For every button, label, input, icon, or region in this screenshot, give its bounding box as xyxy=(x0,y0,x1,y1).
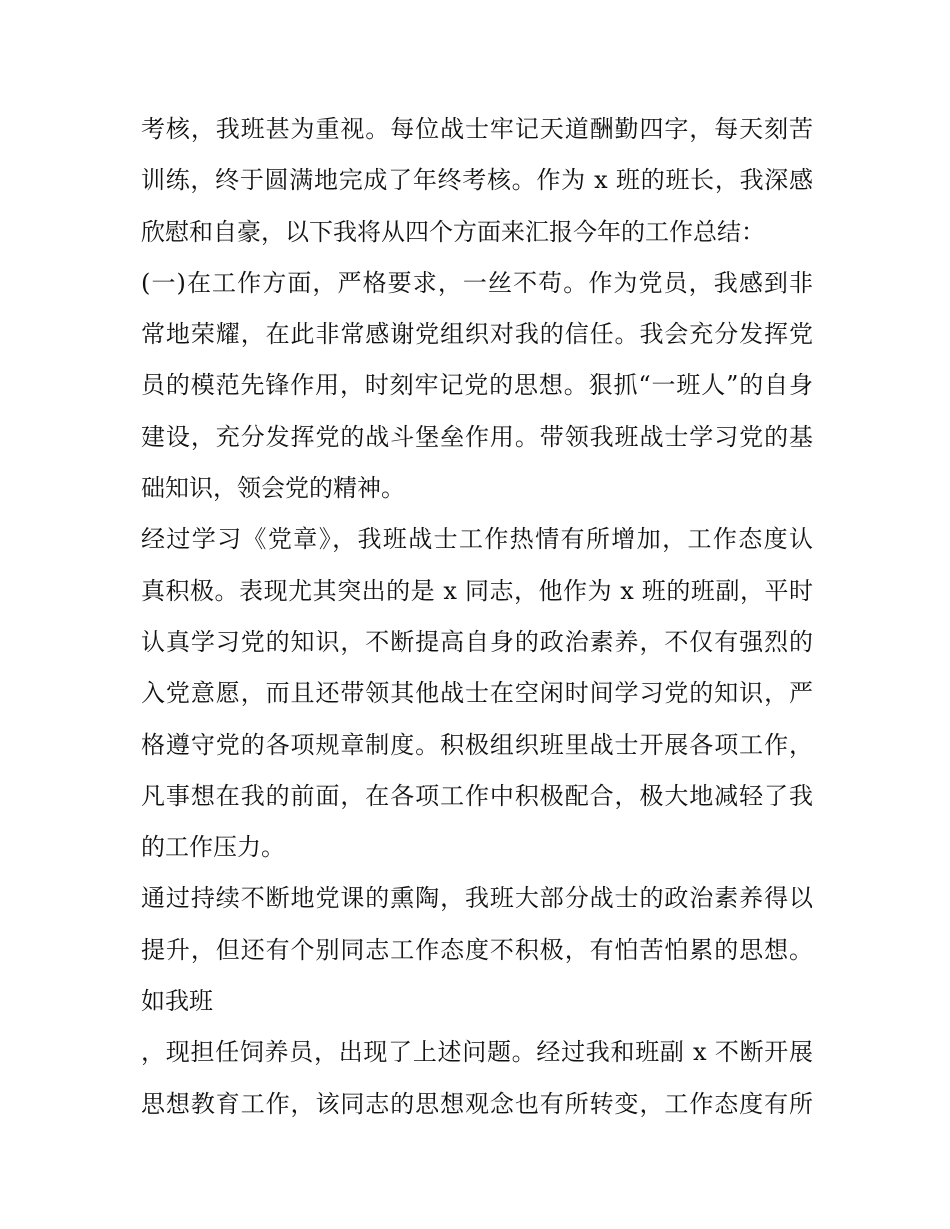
text-line: 础知识，领会党的精神。 xyxy=(141,474,405,503)
text-line: 真积极。表现尤其突出的是 x 同志，他作为 x 班的班副，平时 xyxy=(141,576,813,605)
text-line: 认真学习党的知识，不断提高自身的政治素养，不仅有强烈的 xyxy=(141,627,813,656)
text-line: 格遵守党的各项规章制度。积极组织班里战士开展各项工作， xyxy=(141,730,813,759)
text-line: 凡事想在我的前面，在各项工作中积极配合，极大地减轻了我 xyxy=(141,781,813,810)
text-line: 常地荣耀，在此非常感谢党组织对我的信任。我会充分发挥党 xyxy=(141,320,813,349)
text-line: 训练，终于圆满地完成了年终考核。作为 x 班的班长，我深感 xyxy=(141,166,813,195)
text-line: 考核，我班甚为重视。每位战士牢记天道酬勤四字，每天刻苦 xyxy=(141,115,813,143)
text-line: 的工作压力。 xyxy=(141,833,285,862)
text-line: 经过学习《党章》，我班战士工作热情有所增加，工作态度认 xyxy=(141,525,813,554)
text-line: 思想教育工作，该同志的思想观念也有所转变，工作态度有所 xyxy=(141,1089,813,1118)
text-line: 员的模范先锋作用，时刻牢记党的思想。狠抓“一班人”的自身 xyxy=(141,371,813,400)
text-line: (一)在工作方面，严格要求，一丝不苟。作为党员，我感到非 xyxy=(141,268,813,297)
text-line: 欣慰和自豪，以下我将从四个方面来汇报今年的工作总结： xyxy=(141,217,765,246)
text-line: 如我班 xyxy=(141,987,213,1016)
text-line: 入党意愿，而且还带领其他战士在空闲时间学习党的知识，严 xyxy=(141,679,813,708)
text-line: ，现担任饲养员，出现了上述问题。经过我和班副 x 不断开展 xyxy=(141,1038,813,1067)
text-line: 通过持续不断地党课的熏陶，我班大部分战士的政治素养得以 xyxy=(141,884,813,913)
text-line: 提升，但还有个别同志工作态度不积极，有怕苦怕累的思想。 xyxy=(141,935,813,964)
body-text xyxy=(141,104,813,1130)
text-line: 建设，充分发挥党的战斗堡垒作用。带领我班战士学习党的基 xyxy=(141,422,813,451)
